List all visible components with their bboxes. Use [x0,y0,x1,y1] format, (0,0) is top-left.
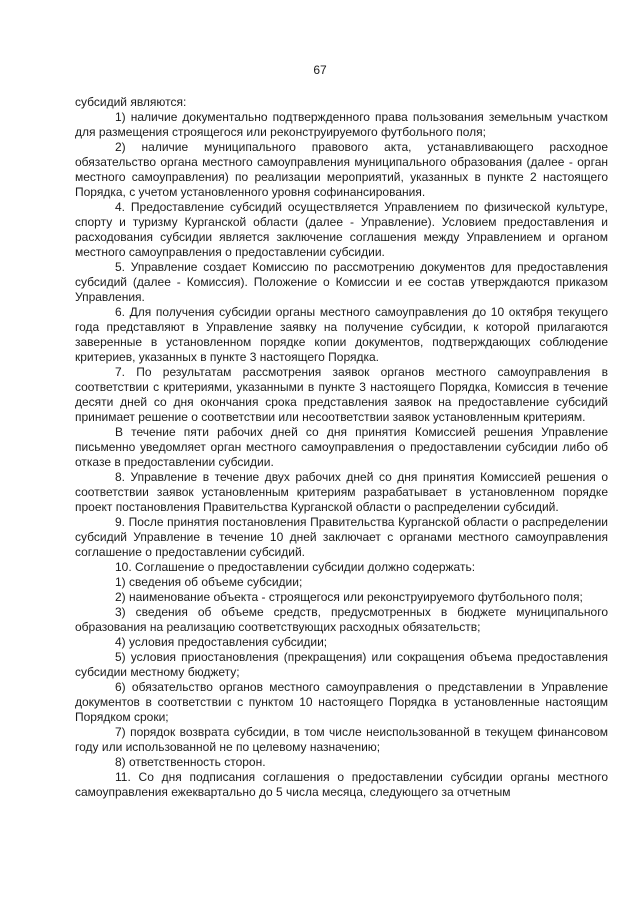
paragraph-10-8: 8) ответственность сторон. [115,755,266,769]
paragraph-10: 10. Соглашение о предоставлении субсидии должно содержать: [115,560,476,574]
paragraph-3-2-legal-act: 2) наличие муниципального правового акта, устанавливающего расходное обязательство органа местного самоуправления муниципального образования (далее - орган местного самоуправления) по реализации мероприятий, указанных в пункте 2 настоящего Порядка, с учетом установленного уровня софинансирования. [75,140,608,199]
paragraph-3-1-land-rights: 1) наличие документально подтвержденного права пользования земельным участком для размещения строящегося или реконструируемого футбольного поля; [75,110,608,139]
paragraph-6: 6. Для получения субсидии органы местного самоуправления до 10 октября текущего года представляют в Управление заявку на получение субсидии, к которой прилагаются заверенные в установленном порядке копии документов, подтверждающих соблюдение критериев, указанных в пункте 3 настоящего Порядка. [75,305,608,364]
paragraph-10-4: 4) условия предоставления субсидии; [115,635,328,649]
page-number: 67 [313,63,327,77]
paragraph-10-2: 2) наименование объекта - строящегося или реконструируемого футбольного поля; [115,590,583,604]
paragraph-7-notification: В течение пяти рабочих дней со дня принятия Комиссией решения Управление письменно уведомляет орган местного самоуправления о предоставлении субсидии либо об отказе в предоставлении субсидии. [75,425,608,469]
document-body [75,95,608,800]
paragraph-4: 4. Предоставление субсидий осуществляется Управлением по физической культуре, спорту и туризму Курганской области (далее - Управление). Условием предоставления и расходования субсидии является заключение соглашения между Управлением и органом местного самоуправления о предоставлении субсидии. [75,200,608,259]
paragraph-11: 11. Со дня подписания соглашения о предоставлении субсидии органы местного самоуправления ежеквартально до 5 числа месяца, следующего за отчетным [75,770,608,799]
paragraph-continuation: субсидий являются: [75,95,187,109]
paragraph-10-6: 6) обязательство органов местного самоуправления о представлении в Управление документов в соответствии с пунктом 10 настоящего Порядка в установленные настоящим Порядком сроки; [75,680,608,724]
paragraph-8: 8. Управление в течение двух рабочих дней со дня принятия Комиссией решения о соответствии заявок установленным критериям разрабатывает в установленном порядке проект постановления Правительства Курганской области о распределении субсидий. [75,470,608,514]
paragraph-10-1: 1) сведения об объеме субсидии; [115,575,303,589]
paragraph-5: 5. Управление создает Комиссию по рассмотрению документов для предоставления субсидий (далее - Комиссия). Положение о Комиссии и ее состав утверждаются приказом Управления. [75,260,608,304]
paragraph-10-3: 3) сведения об объеме средств, предусмотренных в бюджете муниципального образования на реализацию соответствующих расходных обязательств; [75,605,608,634]
paragraph-7: 7. По результатам рассмотрения заявок органов местного самоуправления в соответствии с критериями, указанными в пункте 3 настоящего Порядка, Комиссия в течение десяти дней со дня окончания срока представления заявок на предоставление субсидий принимает решение о соответствии или несоответствии заявок установленным критериям. [75,365,608,424]
paragraph-10-7: 7) порядок возврата субсидии, в том числе неиспользованной в текущем финансовом году или использованной не по целевому назначению; [75,725,608,754]
paragraph-10-5: 5) условия приостановления (прекращения) или сокращения объема предоставления субсидии местному бюджету; [75,650,608,679]
paragraph-9: 9. После принятия постановления Правительства Курганской области о распределении субсидий Управление в течение 10 дней заключает с органами местного самоуправления соглашение о предоставлении субсидий. [75,515,608,559]
